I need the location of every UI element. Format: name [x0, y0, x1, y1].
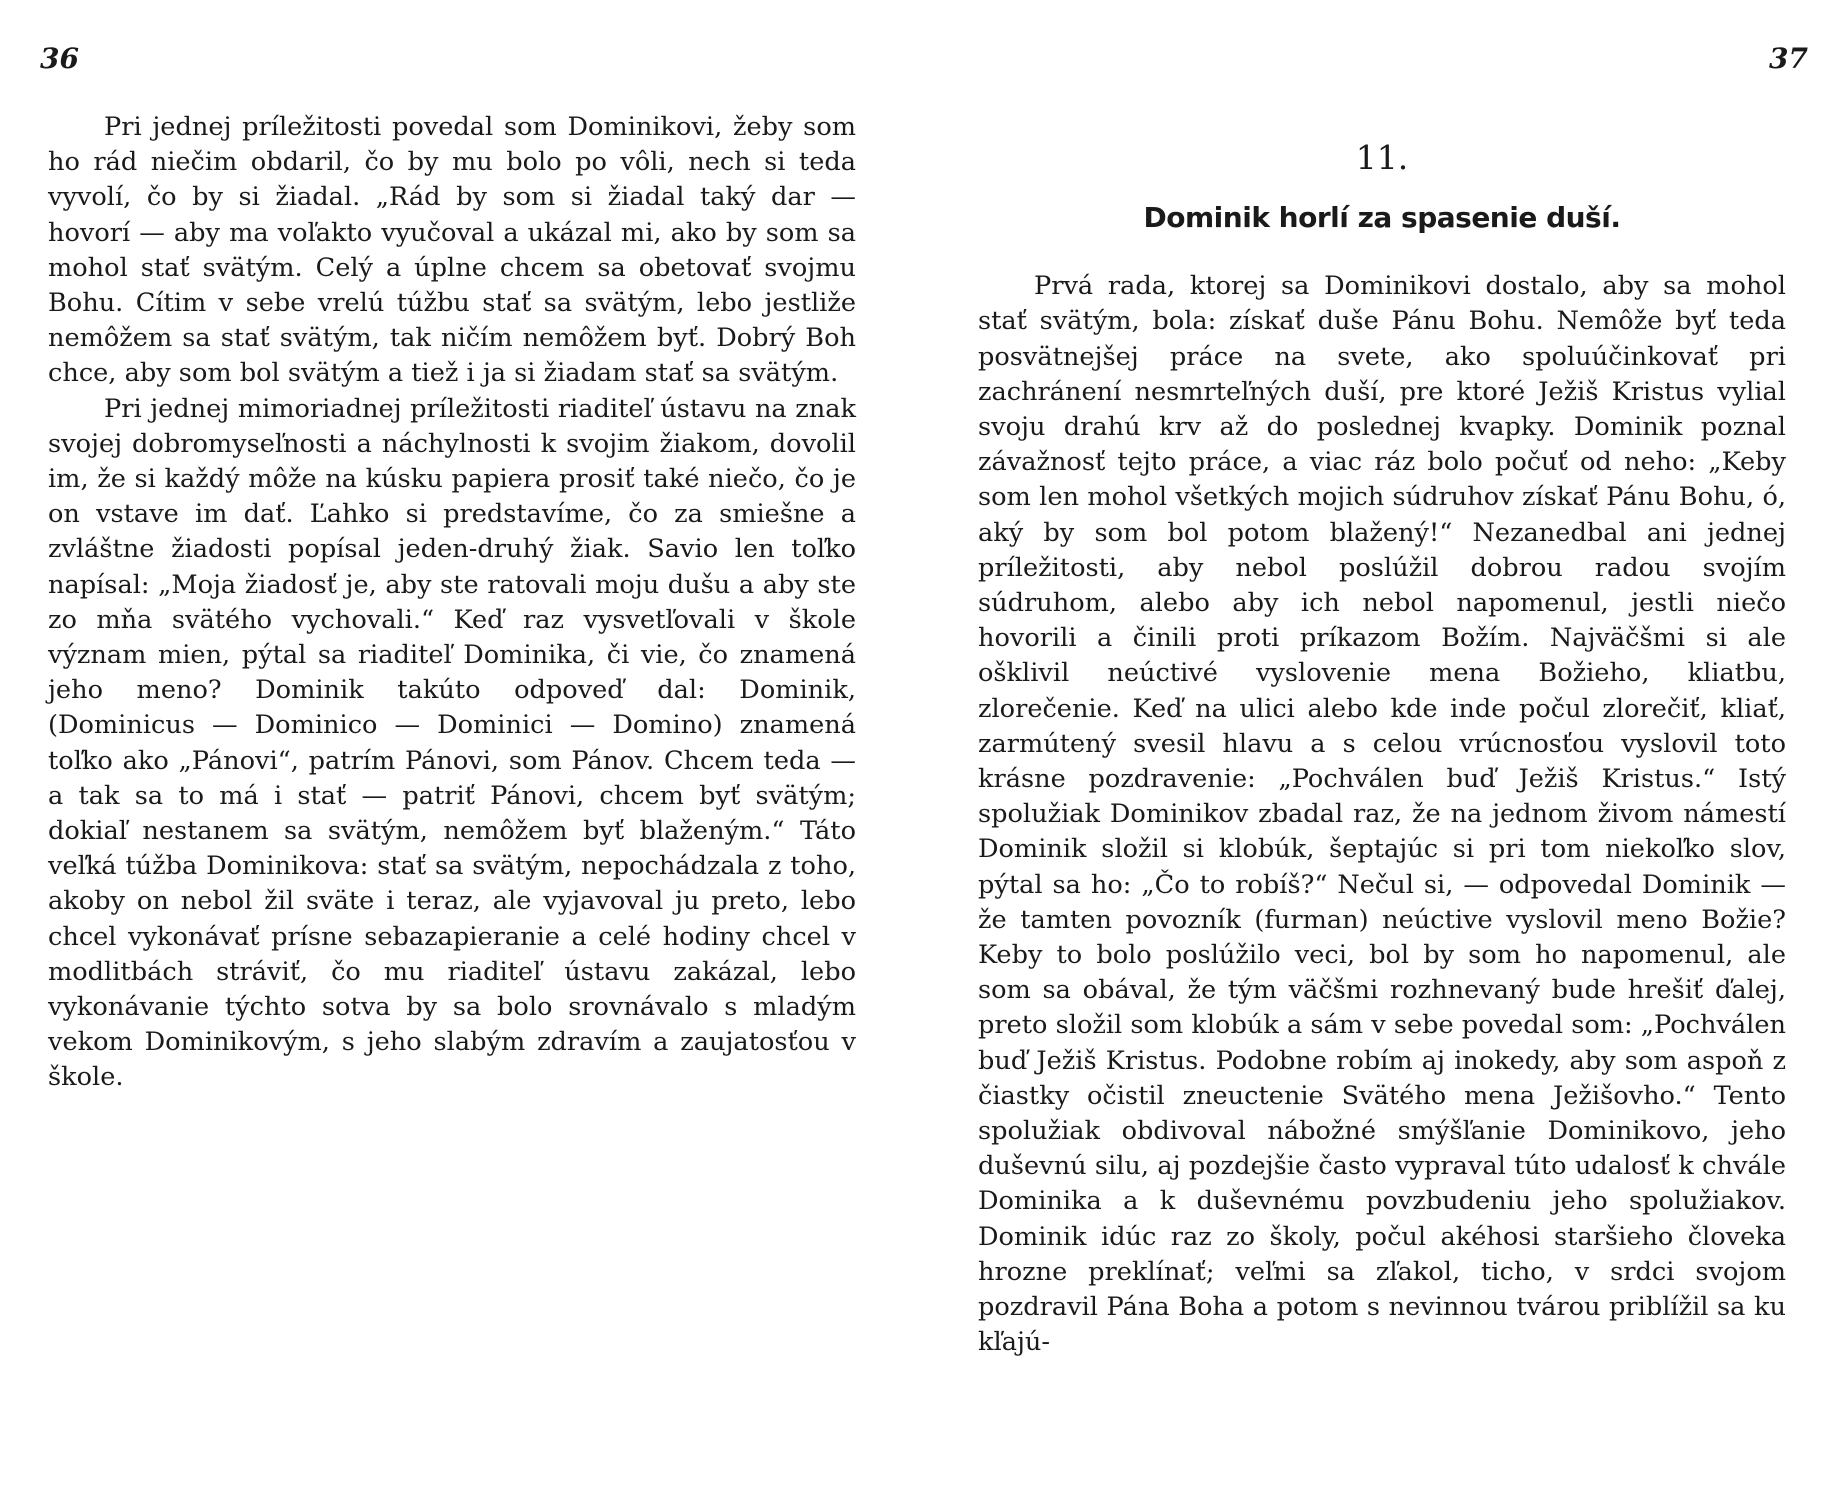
left-text-column [48, 110, 856, 1096]
right-page [960, 0, 1846, 1500]
chapter-number: 11. [1355, 138, 1409, 177]
left-page [0, 0, 900, 1500]
page-number-left: 36 [40, 42, 79, 75]
page-number-right: 37 [1769, 42, 1808, 75]
right-text-column [978, 140, 1786, 1361]
paragraph: Pri jednej mimoriadnej príležitosti riaditeľ ústavu na znak svojej dobromyseľnosti a náchylnosti k svojim žiakom, dovolil im, že si každý môže na kúsku papiera prosiť také niečo, čo je on vstave im dať. Ľahko si predstavíme, čo za smiešne a zvláštne žiadosti popísal jeden-druhý žiak. Savio len toľko napísal: „Moja žiadosť je, aby ste ratovali moju dušu a aby ste zo mňa svätého vychovali.“ Keď raz vysvetľovali v škole význam mien, pýtal sa riaditeľ Dominika, či vie, čo znamená jeho meno? Dominik takúto odpoveď dal: Dominik, (Dominicus — Dominico — Dominici — Domino) znamená toľko ako „Pánovi“, patrím Pánovi, som Pánov. Chcem teda — a tak sa to má i stať — patriť Pánovi, chcem byť svätým; dokiaľ nestanem sa svätým, nemôžem byť blaženým.“ Táto veľká túžba Dominikova: stať sa svätým, nepochádzala z toho, akoby on nebol žil sväte i teraz, ale vyjavoval ju preto, lebo chcel vykonávať prísne sebazapieranie a celé hodiny chcel v modlitbách stráviť, čo mu riaditeľ ústavu zakázal, lebo vykonávanie týchto sotva by sa bolo srovnávalo s mladým vekom Dominikovým, s jeho slabým zdravím a zaujatosťou v škole. [48, 393, 856, 1093]
paragraph: Pri jednej príležitosti povedal som Dominikovi, žeby som ho rád niečim obdaril, čo by mu bolo po vôli, nech si teda vyvolí, čo by si žiadal. „Rád by som si žiadal taký dar — hovorí — aby ma voľakto vyučoval a ukázal mi, ako by som sa mohol stať svätým. Celý a úplne chcem sa obetovať svojmu Bohu. Cítim v sebe vrelú túžbu stať sa svätým, lebo jestliže nemôžem sa stať svätým, tak ničím nemôžem byť. Dobrý Boh chce, aby som bol svätým a tiež i ja si žiadam stať sa svätým. [48, 112, 856, 389]
paragraph: Prvá rada, ktorej sa Dominikovi dostalo, aby sa mohol stať svätým, bola: získať duše Pánu Bohu. Nemôže byť teda posvätnejšej práce na svete, ako spoluúčinkovať pri zachránení nesmrteľných duší, pre ktoré Ježiš Kristus vylial svoju drahú krv až do poslednej kvapky. Dominik poznal závažnosť tejto práce, a viac ráz bolo počuť od neho: „Keby som len mohol všetkých mojich súdruhov získať Pánu Bohu, ó, aký by som bol potom blažený!“ Nezanedbal ani jednej príležitosti, aby nebol poslúžil dobrou radou svojím súdruhom, alebo aby ich nebol napomenul, jestli niečo hovorili a činili proti príkazom Božím. Najväčšmi si ale ošklivil neúctivé vyslovenie mena Božieho, kliatbu, zlorečenie. Keď na ulici alebo kde inde počul zlorečiť, kliať, zarmútený svesil hlavu a s celou vrúcnosťou vyslovil toto krásne pozdravenie: „Pochválen buď Ježiš Kristus.“ Istý spolužiak Dominikov zbadal raz, že na jednom živom námestí Dominik složil si klobúk, šeptajúc si pri tom niekoľko slov, pýtal sa ho: „Čo to robíš?“ Nečul si, — odpovedal Dominik — že tamten povozník (furman) neúctive vyslovil meno Božie? Keby to bolo poslúžilo veci, bol by som ho napomenul, ale som sa obával, že tým väčšmi rozhnevaný bude hrešiť ďalej, preto složil som klobúk a sám v sebe povedal som: „Pochválen buď Ježiš Kristus. Podobne robím aj inokedy, aby som aspoň z čiastky očistil zneuctenie Svätého mena Ježišovho.“ Tento spolužiak obdivoval nábožné smýšľanie Dominikovo, jeho duševnú silu, aj pozdejšie často vypraval túto udalosť k chvále Dominika a k duševnému povzbudeniu jeho spolužiakov. Dominik idúc raz zo školy, počul akéhosi staršieho človeka hrozne preklínať; veľmi sa zľakol, ticho, v srdci svojom pozdravil Pána Boha a potom s nevinnou tvárou priblížil sa ku kľajú- [978, 271, 1786, 1358]
chapter-title: Dominik horlí za spasenie duší. [1143, 201, 1621, 234]
